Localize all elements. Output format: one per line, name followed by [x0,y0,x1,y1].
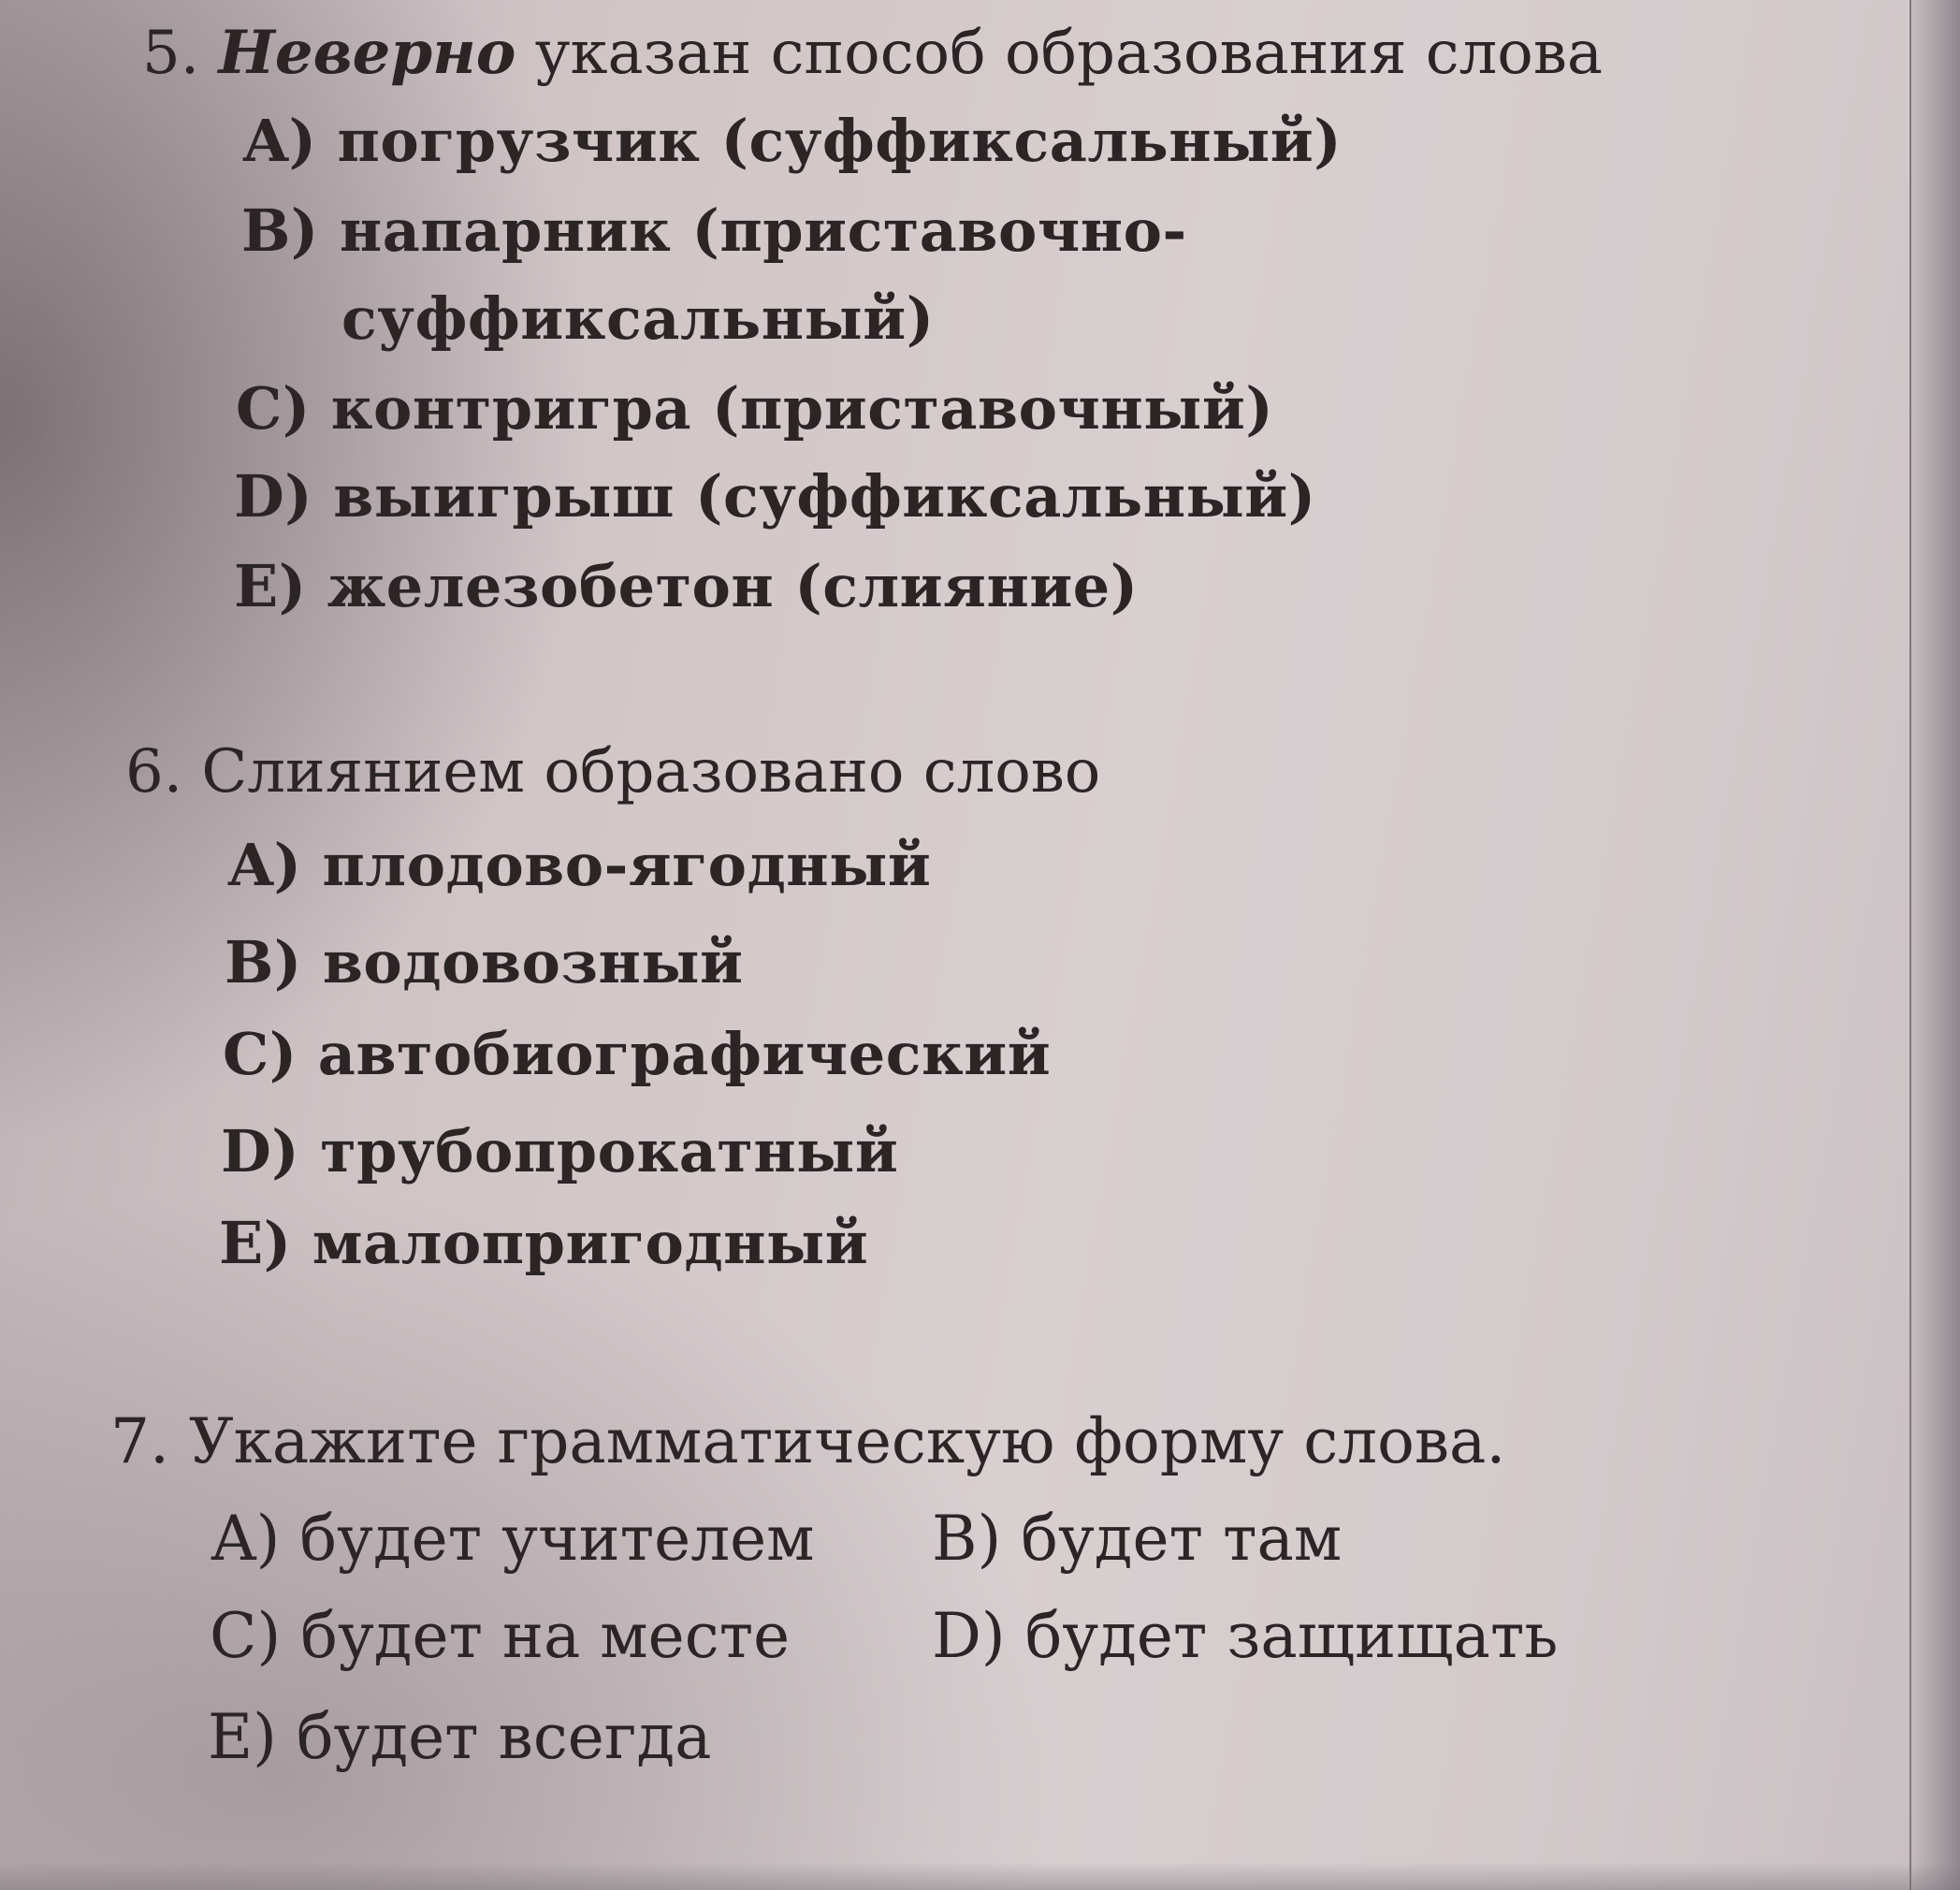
option-letter: A) [228,831,302,899]
option-letter: A) [211,1503,281,1575]
option-text: напарник (приставочно- [339,196,1187,265]
option-text: железобетон (слияние) [327,552,1139,620]
question-5-option-b [241,198,1187,264]
question-5-option-b-continued [341,286,935,352]
option-letter: E) [219,1209,292,1277]
option-text: будет на месте [300,1600,791,1672]
option-text: будет защищать [1024,1600,1559,1672]
question-6-option-b [225,930,743,996]
option-letter: D) [932,1600,1006,1672]
question-5-option-e [234,554,1139,619]
option-text: автобиографический [317,1020,1052,1088]
option-text: водовозный [322,928,744,996]
option-letter: B) [932,1503,1002,1575]
option-letter: A) [243,107,317,175]
question-number: 6. [125,737,183,807]
question-5-title [142,18,1603,88]
question-emphasis: Неверно [218,18,516,88]
question-title-text: Укажите грамматическую форму слова. [188,1405,1506,1477]
option-text: погрузчик (суффиксальный) [337,107,1343,175]
question-number: 5. [142,19,200,88]
option-text: будет там [1021,1503,1343,1575]
option-letter: C) [223,1020,298,1088]
option-letter: E) [234,552,307,620]
question-6-option-e [219,1211,868,1276]
question-7-option-c [210,1600,791,1672]
option-letter: B) [225,928,302,996]
option-letter: C) [210,1600,282,1672]
option-letter: D) [234,462,313,531]
option-letter: B) [241,196,319,265]
option-text: будет всегда [296,1701,712,1773]
question-7-option-b [932,1503,1343,1575]
question-5-option-a [243,109,1342,174]
option-letter: E) [208,1701,277,1773]
question-7-title [110,1405,1506,1477]
question-7-option-d [932,1600,1559,1672]
option-text: будет учителем [299,1503,815,1575]
question-title-text: Слиянием образовано слово [201,737,1101,807]
question-6-option-c [223,1022,1051,1087]
option-text: суффиксальный) [341,284,935,353]
question-6-title [125,739,1100,805]
option-letter: D) [221,1117,300,1185]
option-text: малопригодный [312,1209,869,1277]
option-text: плодово-ягодный [322,831,932,899]
question-6-option-a [228,833,931,898]
question-number: 7. [110,1405,169,1477]
question-7-option-a [211,1503,815,1575]
question-5-option-c [236,376,1273,442]
question-5-option-d [234,464,1316,530]
question-7-option-e [208,1701,712,1773]
question-title-text: указан способ образования слова [534,19,1603,88]
option-letter: C) [236,374,311,443]
option-text: контригра (приставочный) [330,374,1274,443]
question-6-option-d [221,1119,898,1185]
option-text: трубопрокатный [320,1117,899,1185]
option-text: выигрыш (суффиксальный) [333,462,1316,531]
